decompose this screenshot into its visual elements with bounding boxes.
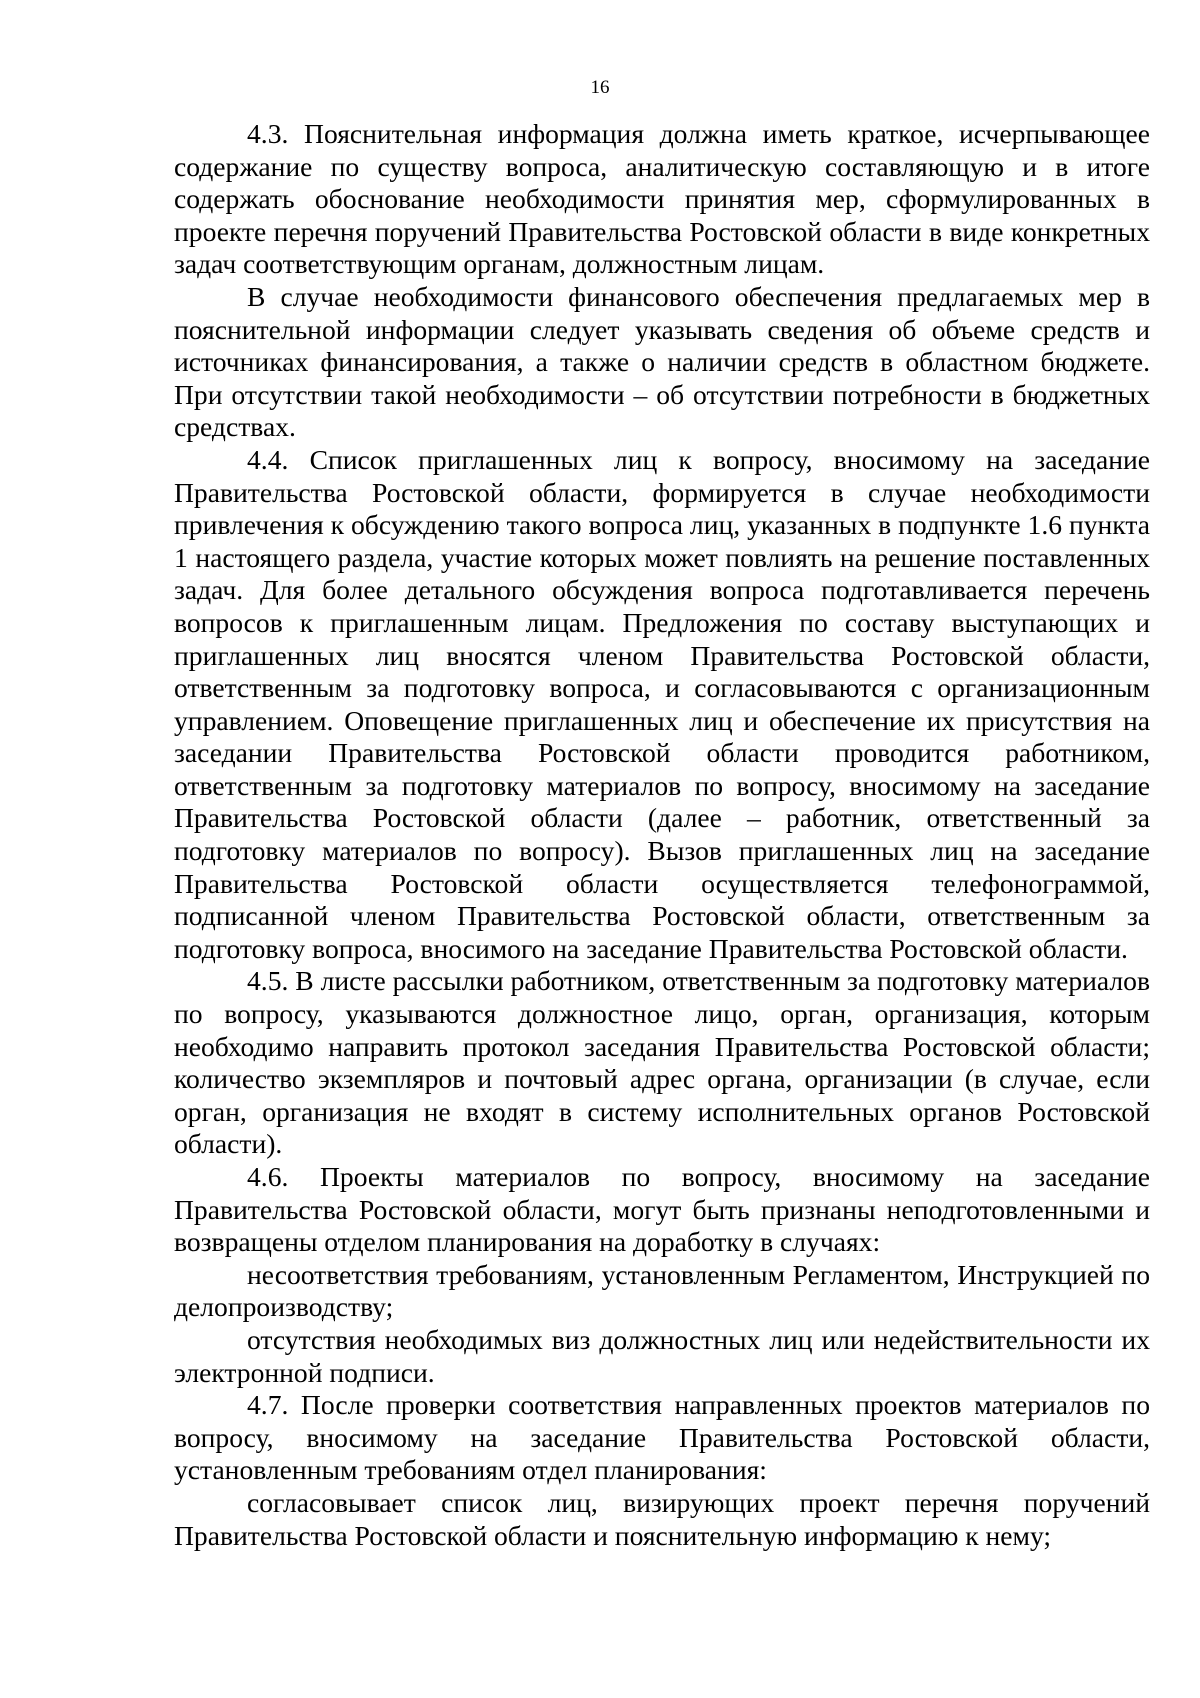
page-number: 16 [590,77,610,98]
paragraph-4-6: 4.6. Проекты материалов по вопросу, вносимому на заседание Правительства Ростовской области, могут быть признаны неподготовленными и возвращены отделом планирования на доработку в случаях: [174,1161,1150,1258]
paragraph-approves-list: согласовывает список лиц, визирующих проект перечня поручений Правительства Ростовской области и пояснительную информацию к нему; [174,1486,1150,1551]
document-body [174,118,1150,1552]
paragraph-missing-visas: отсутствия необходимых виз должностных лиц или недействительности их электронной подписи. [174,1323,1150,1388]
paragraph-financing: В случае необходимости финансового обеспечения предлагаемых мер в пояснительной информации следует указывать сведения об объеме средств и источниках финансирования, а также о наличии средств в областном бюджете. При отсутствии такой необходимости – об отсутствии потребности в бюджетных средствах. [174,280,1150,443]
paragraph-nonconformity: несоответствия требованиям, установленным Регламентом, Инструкцией по делопроизводству; [174,1258,1150,1323]
paragraph-4-7: 4.7. После проверки соответствия направленных проектов материалов по вопросу, вносимому на заседание Правительства Ростовской области, установленным требованиям отдел планирования: [174,1389,1150,1486]
paragraph-4-4: 4.4. Список приглашенных лиц к вопросу, вносимому на заседание Правительства Ростовской области, формируется в случае необходимости привлечения к обсуждению такого вопроса лиц, указанных в подпункте 1.6 пункта 1 настоящего раздела, участие которых может повлиять на решение поставленных задач. Для более детального обсуждения вопроса подготавливается перечень вопросов к приглашенным лицам. Предложения по составу выступающих и приглашенных лиц вносятся членом Правительства Ростовской области, ответственным за подготовку вопроса, и согласовываются с организационным управлением. Оповещение приглашенных лиц и обеспечение их присутствия на заседании Правительства Ростовской области проводится работником, ответственным за подготовку материалов по вопросу, вносимому на заседание Правительства Ростовской области (далее – работник, ответственный за подготовку материалов по вопросу). Вызов приглашенных лиц на заседание Правительства Ростовской области осуществляется телефонограммой, подписанной членом Правительства Ростовской области, ответственным за подготовку вопроса, вносимого на заседание Правительства Ростовской области. [174,443,1150,964]
paragraph-4-5: 4.5. В листе рассылки работником, ответственным за подготовку материалов по вопросу, указываются должностное лицо, орган, организация, которым необходимо направить протокол заседания Правительства Ростовской области; количество экземпляров и почтовый адрес органа, организации (в случае, если орган, организация не входят в систему исполнительных органов Ростовской области). [174,965,1150,1160]
paragraph-4-3: 4.3. Пояснительная информация должна иметь краткое, исчерпывающее содержание по существу вопроса, аналитическую составляющую и в итоге содержать обоснование необходимости принятия мер, сформулированных в проекте перечня поручений Правительства Ростовской области в виде конкретных задач соответствующим органам, должностным лицам. [174,118,1150,280]
